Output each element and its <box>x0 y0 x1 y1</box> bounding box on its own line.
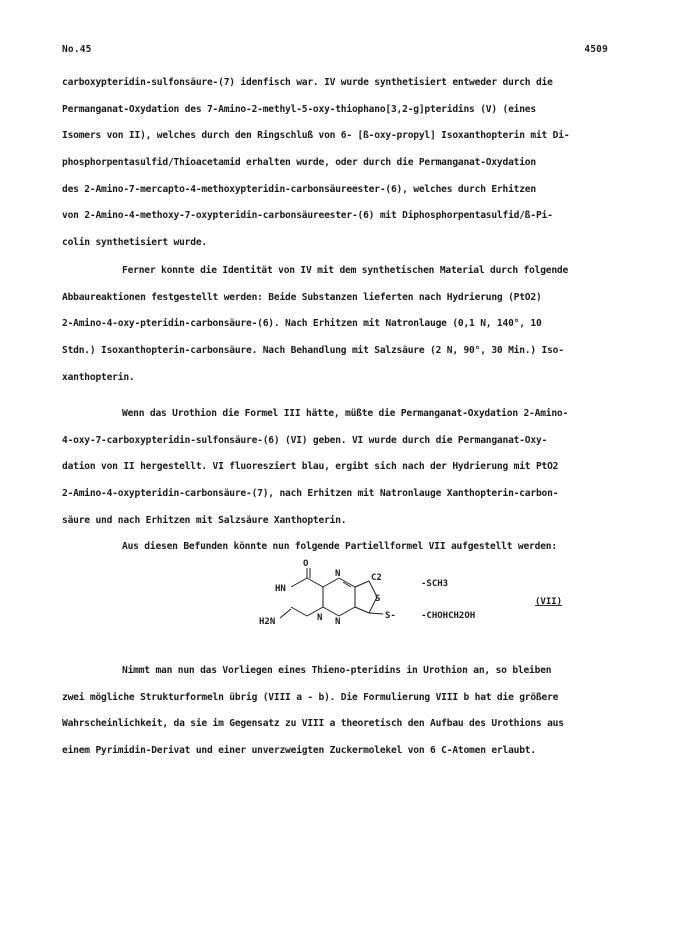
text-line: 2-Amino-4-oxypteridin-carbonsäure-(7), nach Erhitzen mit Natronlauge Xanthopterin-carbon- <box>62 488 559 500</box>
text-line: von 2-Amino-4-methoxy-7-oxypteridin-carbonsäureester-(6) mit Diphosphorpentasulfid/ß-Pi- <box>62 210 553 222</box>
side-chain-group: -CHOHCH2OH <box>421 611 476 621</box>
text-line: dation von II hergestellt. VI fluoresziert blau, ergibt sich nach der Hydrierung mit PtO2 <box>62 461 559 473</box>
text-line: Wahrscheinlichkeit, da sie im Gegensatz zu VIII a theoretisch den Aufbau des Urothions aus <box>62 718 564 730</box>
text-line: Ferner konnte die Identität von IV mit dem synthetischen Material durch folgende <box>122 265 569 276</box>
nitrogen-atom: N <box>317 613 323 623</box>
text-line: zwei mögliche Strukturformeln übrig (VIII a - b). Die Formulierung VIII b hat die größere <box>62 691 559 703</box>
oxygen-atom: O <box>303 559 309 569</box>
methylthio-group: -SCH3 <box>421 579 449 589</box>
text-line: Permanganat-Oxydation des 7-Amino-2-methyl-5-oxy-thiophano[3,2-g]pteridins (V) (eines <box>62 103 536 115</box>
text-line: Abbaureaktionen festgestellt werden: Beide Substanzen lieferten nach Hydrierung (PtO2) <box>62 291 542 303</box>
paragraph-identity <box>62 258 618 391</box>
amino-group: H2N <box>259 617 276 627</box>
paragraph-formula-three <box>62 401 618 534</box>
text-line: colin synthetisiert wurde. <box>62 237 207 249</box>
chemical-structure-vii <box>255 556 595 646</box>
pyrazine-ring <box>323 578 355 616</box>
pyrimidine-ring <box>280 568 323 618</box>
nitrogen-atom: N <box>335 569 341 579</box>
text-line: xanthopterin. <box>62 371 135 383</box>
text-line: Aus diesen Befunden könnte nun folgende Partiellformel VII aufgestellt werden: <box>122 541 557 552</box>
text-line: 4-oxy-7-carboxypteridin-sulfonsäure-(6) (VI) geben. VI wurde durch die Permanganat-Oxy- <box>62 434 548 446</box>
page-number: 4509 <box>584 44 608 55</box>
c2-group: C2 <box>371 573 382 583</box>
text-line: Isomers von II), welches durch den Ringschluß von 6- [ß-oxy-propyl] Isoxanthopterin mit Di- <box>62 130 570 142</box>
journal-issue-number: No.45 <box>62 44 92 55</box>
text-line: Nimmt man nun das Vorliegen eines Thieno-pteridins in Urothion an, so bleiben <box>122 665 552 676</box>
paragraph-thieno-pteridin <box>62 658 618 765</box>
text-line: carboxypteridin-sulfonsäure-(7) idenfisch war. IV wurde synthetisiert entweder durch die <box>62 77 553 88</box>
text-line: Stdn.) Isoxanthopterin-carbonsäure. Nach Behandlung mit Salzsäure (2 N, 90°, 30 Min.) Iso- <box>62 345 564 357</box>
text-line: 2-Amino-4-oxy-pteridin-carbonsäure-(6). Nach Erhitzen mit Natronlauge (0,1 N, 140°, 10 <box>62 318 542 330</box>
paragraph-synthesis <box>62 70 618 257</box>
nitrogen-atom: N <box>335 617 341 627</box>
text-line: phosphorpentasulfid/Thioacetamid erhalten wurde, oder durch die Permanganat-Oxydation <box>62 157 536 169</box>
text-line: des 2-Amino-7-mercapto-4-methoxypteridin-carbonsäureester-(6), welches durch Erhitzen <box>62 183 536 195</box>
hn-group: HN <box>275 584 286 594</box>
thio-link: S- <box>385 611 396 621</box>
text-line: säure und nach Erhitzen mit Salzsäure Xanthopterin. <box>62 514 347 526</box>
text-line: einem Pyrimidin-Derivat und einer unverzweigten Zuckermolekel von 6 C-Atomen erlaubt. <box>62 745 536 757</box>
text-line: Wenn das Urothion die Formel III hätte, müßte die Permanganat-Oxydation 2-Amino- <box>122 408 569 419</box>
formula-label: (VII) <box>535 597 563 607</box>
sulfur-atom: S <box>375 594 381 604</box>
